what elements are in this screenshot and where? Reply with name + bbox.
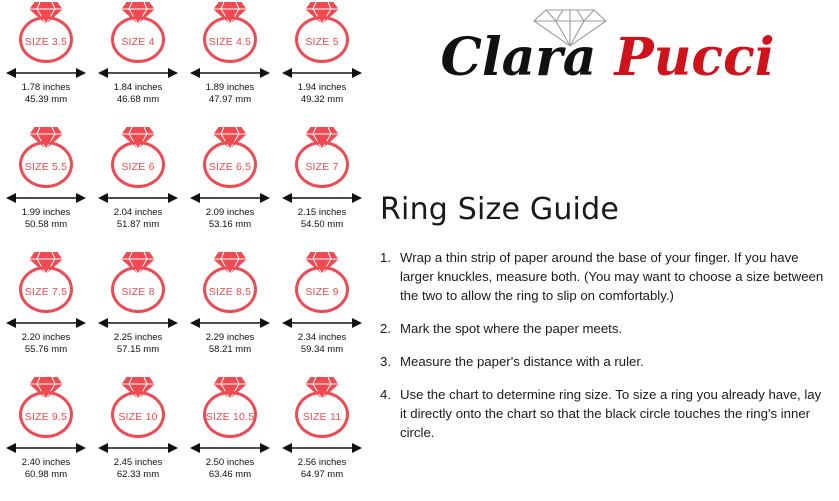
measure-arrow-icon [188,441,272,455]
ring-measurements [298,82,347,106]
ring-size-label: SIZE 8.5 [208,286,252,298]
ring-illustration [283,127,361,189]
ring-size-label: SIZE 3.5 [24,36,68,48]
ring-mm: 55.76 mm [24,344,68,355]
ring-size-cell [92,375,184,500]
guide-step [380,352,830,371]
guide-step [380,319,830,338]
measure-arrow-icon [96,316,180,330]
ring-size-cell [184,250,276,375]
ring-size-label: SIZE 7 [305,161,339,173]
ring-measurements [114,207,163,231]
ring-measurements [114,332,163,356]
brand-name-second: Pucci [614,27,775,88]
measure-arrow-icon [96,66,180,80]
ring-mm: 54.50 mm [300,219,344,230]
step-text: Mark the spot where the paper meets. [400,321,623,336]
ring-illustration [283,2,361,64]
ring-inches: 2.40 inches [21,457,71,468]
ring-illustration [7,2,85,64]
ring-size-label: SIZE 8 [121,286,155,298]
ring-mm: 57.15 mm [116,344,160,355]
ring-inches: 2.09 inches [205,207,255,218]
ring-size-cell [0,250,92,375]
ring-measurements [206,82,255,106]
guide-steps [380,248,830,456]
ring-illustration [191,377,269,439]
ring-measurements [206,207,255,231]
measure-arrow-icon [188,66,272,80]
ring-size-label: SIZE 6.5 [208,161,252,173]
ring-size-label: SIZE 9 [305,286,339,298]
brand-logo [380,8,835,98]
ring-size-label: SIZE 4.5 [208,36,252,48]
ring-mm: 64.97 mm [300,469,344,480]
measure-arrow-icon [96,191,180,205]
ring-inches: 2.04 inches [113,207,163,218]
ring-measurements [22,82,71,106]
step-text: Wrap a thin strip of paper around the base of your finger. If you have larger knuckles, measure both. (You may want to choose a size between the two to allow the ring to slip on comfortably.) [400,250,824,303]
step-number: 2. [380,321,391,336]
ring-size-cell [92,125,184,250]
ring-illustration [283,252,361,314]
ring-size-label: SIZE 5 [305,36,339,48]
step-text: Measure the paper's distance with a ruler. [400,354,644,369]
ring-illustration [99,127,177,189]
ring-inches: 2.15 inches [297,207,347,218]
ring-illustration [99,2,177,64]
ring-size-cell [276,125,368,250]
ring-measurements [298,332,347,356]
ring-measurements [22,457,71,481]
ring-mm: 45.39 mm [24,94,68,105]
ring-mm: 46.68 mm [116,94,160,105]
ring-measurements [298,207,347,231]
ring-size-cell [184,125,276,250]
ring-size-label: SIZE 4 [121,36,155,48]
ring-inches: 2.25 inches [113,332,163,343]
ring-size-cell [0,0,92,125]
ring-illustration [191,2,269,64]
ring-inches: 1.78 inches [21,82,71,93]
step-number: 1. [380,250,391,265]
measure-arrow-icon [280,441,364,455]
ring-size-label: SIZE 10.5 [205,411,255,423]
ring-size-cell [276,0,368,125]
ring-illustration [7,377,85,439]
ring-inches: 1.94 inches [297,82,347,93]
ring-inches: 1.89 inches [205,82,255,93]
measure-arrow-icon [4,66,88,80]
ring-size-cell [0,125,92,250]
ring-size-cell [0,375,92,500]
guide-step [380,385,830,442]
ring-mm: 50.58 mm [24,219,68,230]
ring-size-cell [184,0,276,125]
step-text: Use the chart to determine ring size. To size a ring you already have, lay it directly onto the chart so that the black circle touches the ring's inner circle. [400,387,822,440]
ring-size-label: SIZE 11 [302,411,342,423]
ring-mm: 53.16 mm [208,219,252,230]
measure-arrow-icon [4,316,88,330]
ring-illustration [7,252,85,314]
measure-arrow-icon [280,191,364,205]
guide-step [380,248,830,305]
measure-arrow-icon [188,191,272,205]
ring-inches: 2.56 inches [297,457,347,468]
ring-mm: 49.32 mm [300,94,344,105]
ring-measurements [22,207,71,231]
ring-size-cell [276,250,368,375]
ring-inches: 2.45 inches [113,457,163,468]
ring-illustration [99,252,177,314]
ring-mm: 58.21 mm [208,344,252,355]
ring-illustration [283,377,361,439]
step-number: 3. [380,354,391,369]
ring-inches: 2.29 inches [205,332,255,343]
ring-measurements [206,332,255,356]
step-number: 4. [380,387,391,402]
brand-name-first: Clara [440,27,597,88]
ring-inches: 2.50 inches [205,457,255,468]
ring-size-label: SIZE 7.5 [24,286,68,298]
ring-illustration [191,127,269,189]
ring-inches: 2.20 inches [21,332,71,343]
ring-measurements [206,457,255,481]
measure-arrow-icon [188,316,272,330]
ring-measurements [298,457,347,481]
measure-arrow-icon [280,316,364,330]
ring-inches: 1.99 inches [21,207,71,218]
ring-size-label: SIZE 6 [121,161,155,173]
ring-size-cell [276,375,368,500]
ring-size-label: SIZE 10 [118,411,158,423]
measure-arrow-icon [280,66,364,80]
ring-size-cell [184,375,276,500]
ring-mm: 51.87 mm [116,219,160,230]
brand-wordmark [380,26,835,90]
guide-panel [370,0,839,501]
ring-size-label: SIZE 5.5 [24,161,68,173]
ring-size-chart [0,0,368,501]
measure-arrow-icon [4,191,88,205]
ring-illustration [191,252,269,314]
measure-arrow-icon [96,441,180,455]
ring-size-cell [92,250,184,375]
ring-mm: 47.97 mm [208,94,252,105]
ring-measurements [114,82,163,106]
ring-inches: 1.84 inches [113,82,163,93]
ring-size-label: SIZE 9.5 [24,411,68,423]
ring-illustration [99,377,177,439]
ring-illustration [7,127,85,189]
ring-inches: 2.34 inches [297,332,347,343]
ring-measurements [22,332,71,356]
ring-mm: 63.46 mm [208,469,252,480]
ring-measurements [114,457,163,481]
ring-size-cell [92,0,184,125]
ring-mm: 62.33 mm [116,469,160,480]
ring-mm: 59.34 mm [300,344,344,355]
ring-mm: 60.98 mm [24,469,68,480]
measure-arrow-icon [4,441,88,455]
page-title: Ring Size Guide [380,192,619,227]
